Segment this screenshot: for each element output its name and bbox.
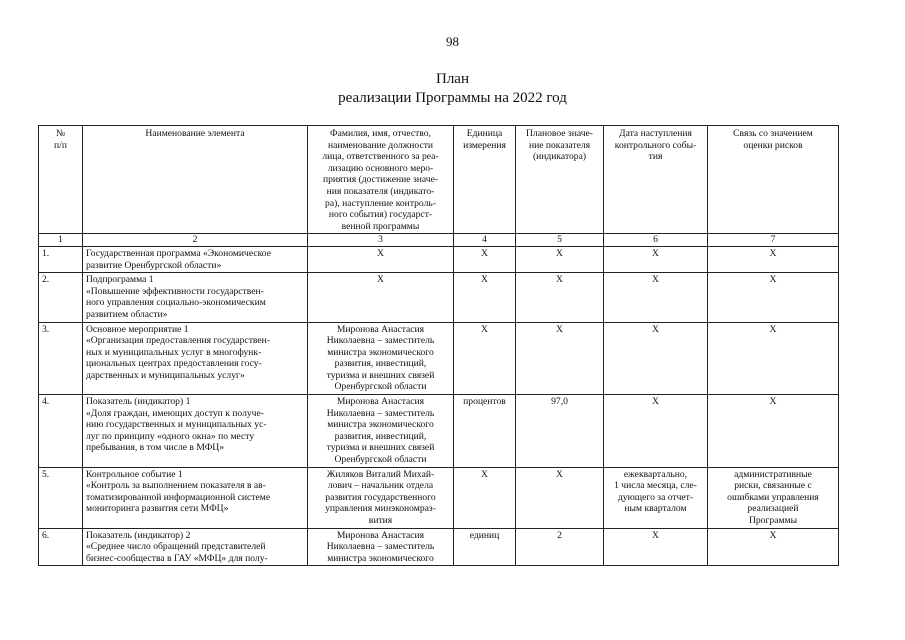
responsible-person [308, 528, 454, 566]
cell-line: Х [377, 247, 384, 259]
table-row [39, 246, 839, 272]
cell-line: Единица [466, 128, 503, 139]
column-number: 5 [516, 234, 604, 247]
cell-line: оценки рисков [743, 139, 803, 151]
cell-line: Наименование элемента [145, 128, 245, 139]
cell-line: Х [377, 274, 384, 286]
cell-line: п/п [54, 139, 67, 151]
cell-line: «Повышение эффективности государствен- [86, 285, 264, 297]
title-line-2: реализации Программы на 2022 год [338, 90, 567, 106]
column-number: 7 [708, 234, 839, 247]
column-number: 4 [454, 234, 516, 247]
cell-line: Показатель (индикатор) 2 [86, 529, 191, 541]
cell-line: мониторинга развития сети МФЦ» [86, 503, 229, 515]
planned-value: Х [516, 467, 604, 528]
table-row [39, 528, 839, 566]
cell-line: Х [652, 396, 659, 408]
event-date [604, 467, 708, 528]
cell-line: (индикатора) [532, 151, 587, 163]
unit-of-measure: Х [454, 246, 516, 272]
element-name [83, 467, 308, 528]
responsible-person [308, 467, 454, 528]
element-name [83, 395, 308, 468]
cell-line: Х [769, 274, 777, 286]
table-row [39, 395, 839, 468]
risk-link [708, 395, 839, 468]
row-number: 4. [39, 395, 83, 468]
planned-value: 2 [516, 528, 604, 566]
column-number: 1 [39, 234, 83, 247]
unit-of-measure: Х [454, 467, 516, 528]
cell-line: реализацией [747, 503, 799, 515]
cell-line: Х [769, 323, 777, 335]
responsible-person [308, 322, 454, 395]
unit-of-measure: единиц [454, 528, 516, 566]
planned-value: Х [516, 322, 604, 395]
responsible-person [308, 246, 454, 272]
unit-of-measure: Х [454, 273, 516, 322]
event-date [604, 322, 708, 395]
element-name [83, 322, 308, 395]
cell-line: ние показателя [528, 139, 591, 151]
cell-line: Фамилия, имя, отчество, [330, 128, 431, 139]
cell-line: Подпрограмма 1 [86, 274, 154, 286]
cell-line: вития [368, 515, 393, 526]
risk-link [708, 273, 839, 322]
cell-line: «Организация предоставления государствен- [86, 335, 270, 347]
table-body [39, 234, 839, 566]
column-number: 2 [83, 234, 308, 247]
cell-line: 1 числа месяца, сле- [614, 480, 697, 492]
cell-line: № [55, 128, 66, 139]
cell-line: дарственных и муниципальных услуг» [86, 369, 245, 381]
cell-line: Х [769, 529, 777, 541]
cell-line: Контрольное событие 1 [86, 468, 183, 480]
cell-line: «Доля граждан, имеющих доступ к получе- [86, 407, 264, 419]
table-row [39, 467, 839, 528]
risk-link [708, 528, 839, 566]
element-name [83, 273, 308, 322]
table-row [39, 273, 839, 322]
cell-line: Основное мероприятие 1 [86, 323, 189, 335]
row-number: 3. [39, 322, 83, 395]
header-event-date [604, 126, 708, 234]
cell-line: Миронова Анастасия [336, 396, 425, 408]
planned-value: Х [516, 246, 604, 272]
element-name [83, 246, 308, 272]
cell-line: нию государственных и муниципальных ус- [86, 419, 267, 431]
cell-line: ных и муниципальных услуг в многофунк- [86, 346, 262, 358]
cell-line: Плановое значе- [525, 128, 593, 139]
header-plan-value [516, 126, 604, 234]
cell-line: бизнес-сообщества в ГАУ «МФЦ» для полу- [86, 552, 268, 564]
cell-line: Дата наступления [619, 128, 692, 139]
cell-line: Х [652, 323, 659, 335]
cell-line: Николаевна – заместитель [326, 407, 435, 419]
header-row [39, 126, 839, 234]
column-number: 6 [604, 234, 708, 247]
planned-value: Х [516, 273, 604, 322]
cell-line: Миронова Анастасия [336, 323, 425, 335]
event-date [604, 395, 708, 468]
risk-link [708, 246, 839, 272]
cell-line: туризма и внешних связей [326, 369, 435, 381]
cell-line: лович – начальник отдела [327, 480, 434, 492]
cell-line: ния показателя (индикато- [326, 185, 435, 197]
cell-line: измерения [463, 139, 506, 151]
row-number: 1. [39, 246, 83, 272]
row-number: 2. [39, 273, 83, 322]
cell-line: Николаевна – заместитель [326, 541, 435, 553]
cell-line: Х [769, 247, 777, 259]
responsible-person [308, 273, 454, 322]
cell-line: контрольного собы- [614, 139, 697, 151]
cell-line: административные [734, 468, 812, 480]
cell-line: Связь со значением [733, 128, 813, 139]
column-number-row [39, 234, 839, 247]
table-row [39, 322, 839, 395]
cell-line: луг по принципу «одного окна» по месту [86, 430, 255, 442]
element-name [83, 528, 308, 566]
cell-line: Оренбургской области [334, 454, 427, 466]
cell-line: Показатель (индикатор) 1 [86, 396, 191, 408]
cell-line: Николаевна – заместитель [326, 335, 435, 347]
event-date [604, 528, 708, 566]
cell-line: ежеквартально, [623, 468, 688, 480]
cell-line: лизацию основного меро- [327, 162, 434, 174]
event-date [604, 246, 708, 272]
row-number: 5. [39, 467, 83, 528]
cell-line: Миронова Анастасия [336, 529, 425, 541]
plan-table [38, 125, 839, 566]
cell-line: развития, инвестиций, [334, 358, 427, 370]
cell-line: Государственная программа «Экономическое [86, 247, 271, 259]
cell-line: Оренбургской области [334, 381, 427, 393]
cell-line: лица, ответственного за реа- [322, 151, 439, 163]
cell-line: риски, связанные с [734, 480, 812, 492]
responsible-person [308, 395, 454, 468]
cell-line: венной программы [341, 220, 420, 232]
header-risk [708, 126, 839, 234]
risk-link [708, 467, 839, 528]
unit-of-measure: Х [454, 322, 516, 395]
header-responsible [308, 126, 454, 234]
cell-line: министра экономического [327, 552, 434, 564]
header-no [39, 126, 83, 234]
cell-line: «Контроль за выполнением показателя в ав- [86, 480, 266, 492]
page-number: 98 [446, 34, 459, 49]
cell-line: ного события) государст- [328, 209, 433, 221]
cell-line: «Среднее число обращений представителей [86, 541, 266, 553]
cell-line: ным кварталом [624, 503, 687, 515]
cell-line: приятия (достижение значе- [322, 174, 439, 186]
cell-line: развития государственного [325, 491, 436, 503]
cell-line: развитием области» [86, 308, 168, 320]
cell-line: министра экономического [327, 346, 434, 358]
event-date [604, 273, 708, 322]
cell-line: ного управления социально-экономическим [86, 297, 266, 309]
risk-link [708, 322, 839, 395]
cell-line: циональных центрах предоставления госу- [86, 358, 262, 370]
document-title [0, 70, 905, 108]
planned-value: 97,0 [516, 395, 604, 468]
cell-line: управления минэкономраз- [325, 503, 436, 515]
cell-line: туризма и внешних связей [326, 442, 435, 454]
header-unit [454, 126, 516, 234]
header-element-name [83, 126, 308, 234]
cell-line: пребывания, в том числе в МФЦ» [86, 442, 225, 454]
cell-line: томатизированной информационной системе [86, 491, 271, 503]
row-number: 6. [39, 528, 83, 566]
cell-line: Жиляков Виталий Михай- [326, 468, 435, 480]
cell-line: дующего за отчет- [617, 491, 694, 503]
column-number: 3 [308, 234, 454, 247]
unit-of-measure: процентов [454, 395, 516, 468]
cell-line: Х [652, 529, 659, 541]
title-line-1: План [435, 71, 469, 87]
cell-line: наименование должности [327, 139, 434, 151]
cell-line: тия [648, 151, 663, 163]
cell-line: Х [652, 274, 659, 286]
cell-line: Х [652, 247, 659, 259]
cell-line: ошибками управления [727, 491, 819, 503]
cell-line: Программы [748, 515, 798, 526]
cell-line: развития, инвестиций, [334, 430, 427, 442]
cell-line: министра экономического [327, 419, 434, 431]
cell-line: ра), наступление контроль- [325, 197, 436, 209]
cell-line: развитие Оренбургской области» [86, 259, 222, 271]
cell-line: Х [769, 396, 777, 408]
